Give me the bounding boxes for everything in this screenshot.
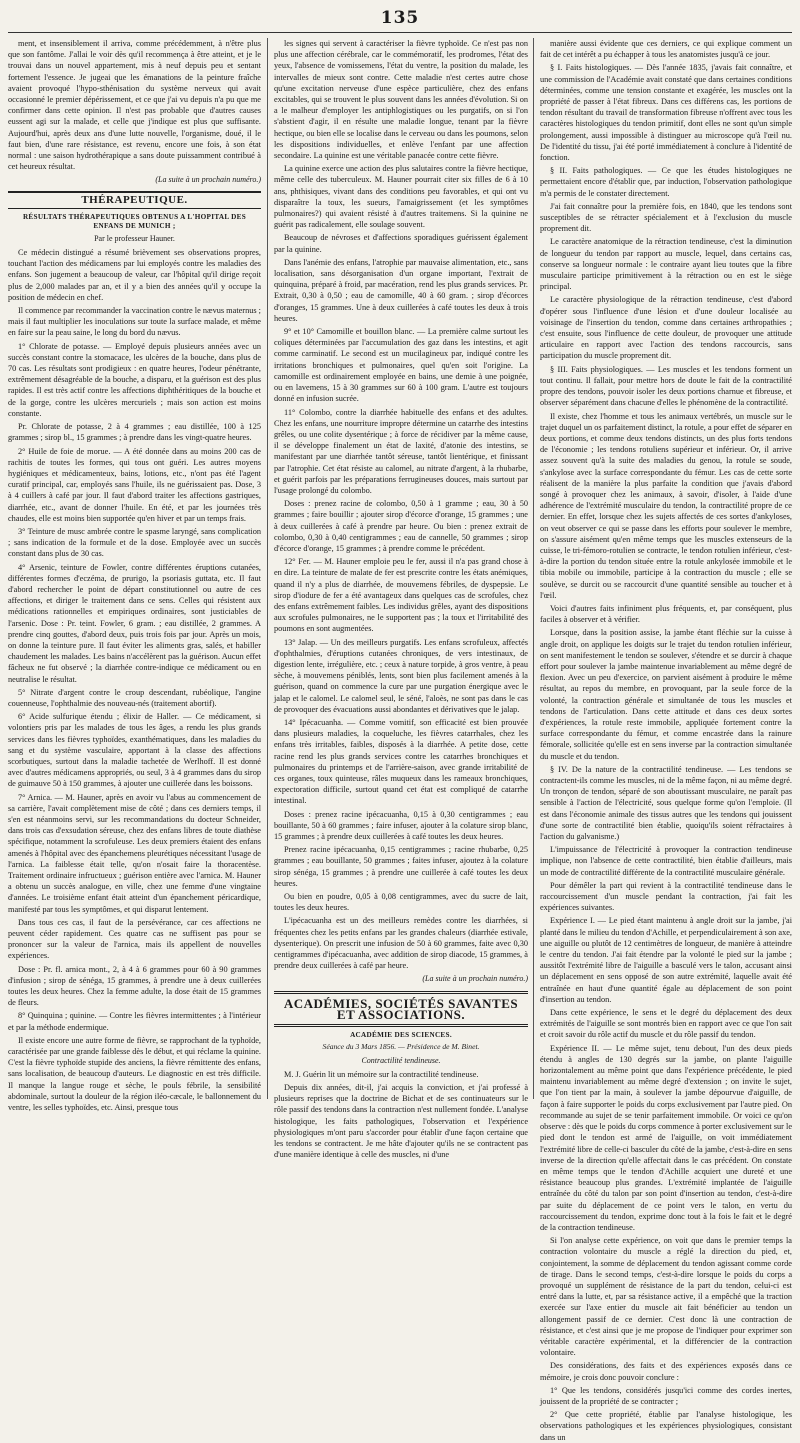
column-divider: [267, 38, 268, 1099]
header-rule: [8, 32, 792, 33]
paragraph: 7° Arnica. — M. Hauner, après en avoir vu l'abus au commencement de sa carrière, l'avait complètement mise de côté ; dans ces derniers temps, il s'en est néanmoins servi, sur les recommandations du docteur Schneider, dans trois cas d'exsudation séreuse, chez des enfans libres de toute diathèse spécifique, notamment la scrofuleuse. Les deux premiers étaient des enfans amenés à l'hôpital avec des épanchemens pleurétiques nécessitant l'usage de l'arnica. La faiblesse était telle, qu'on n'osait faire la thoracentèse. Traitement ordinaire infructueux ; guérison entière avec l'arnica. M. Hauner a obtenu un succès analogue, en ville, chez une femme d'une vingtaine d'années. Le troisième enfant était atteint d'un épanchement péricardique, manifesté par tous les symptômes, et qui disparut lentement.: [8, 792, 261, 914]
paragraph: Pour démêler la part qui revient à la contractilité tendineuse dans le raccourcissement d'un muscle pendant la contraction, j'ai fait les expériences suivantes.: [540, 880, 792, 913]
memoir-body-continued: [540, 38, 792, 1443]
page-number: 135: [380, 8, 420, 28]
paragraph: § II. Faits pathologiques. — Ce que les études histologiques ne permettaient encore d'établir que, par induction, l'observation pathologique m'a permis de le constater directement.: [540, 166, 792, 198]
paragraph: Des considérations, des faits et des expériences exposés dans ce mémoire, je crois donc pouvoir conclure :: [540, 1361, 792, 1382]
paragraph: L'impuissance de l'électricité à provoquer la contraction tendineuse implique, non l'absence de cette contractilité, bien établie d'ailleurs, mais un mode de contractilité différente de la contractilité musculaire générale.: [540, 845, 792, 877]
session-info: Séance du 3 Mars 1856. — Présidence de M. Binet.: [322, 1041, 480, 1051]
paragraph: 11° Colombo, contre la diarrhée habituelle des enfans et des adultes. Chez les enfans, une nourriture impropre détermine un catarrhe des intestins grêles, ou une colite dysentérique ; à force de récidiver par la même cause, il se développe finalement un état de laxité, d'atonie des intestins, se manifestant par une diarrhée tantôt séreuse, tantôt lientérique, et finissant par l'atrophie. Cet état résiste au calomel, au nitrate d'argent, à la rhubarbe, et guérit parfois par les préparations ferrugineuses douces, mais surtout par l'usage prolongé du colombo.: [274, 407, 528, 495]
topic-title: Contractilité tendineuse.: [361, 1055, 441, 1065]
article-title: RÉSULTATS THÉRAPEUTIQUES OBTENUS A L'HOPITAL DES ENFANS DE MUNICH ;: [22, 212, 247, 231]
paragraph: 5° Nitrate d'argent contre le croup descendant, rubéolique, l'angine couenneuse, l'ophthalmie des nouveau-nés (traitement abortif).: [8, 687, 261, 708]
section-title-academies: ACADÉMIES, SOCIÉTÉS SAVANTES ET ASSOCIATIONS.: [274, 991, 528, 1027]
paragraph: 3° Teinture de musc ambrée contre le spasme laryngé, sans complication ; sans indication de la formule et de la dose. Employée avec un succès constant dans plus de 30 cas.: [8, 526, 261, 559]
article-body-continued: [274, 38, 528, 971]
paragraph: 2° Huile de foie de morue. — A été donnée dans au moins 200 cas de rachitis de toutes les formes, qui tous ont guéri. Les autres moyens hygiéniques et médicamenteux, bains, lotions, etc., n'ont pas été l'agent curatif principal, car, employés sans l'huile, ils ne guérissaient pas. Dose, 3 à 4 cuillers à café par jour. Il faut d'abord traiter les affections gastriques, diarrhée, etc., avant de donner l'huile. En été, et par les journées très chaudes, elle est moins bien supportée qu'en hiver et par un temps frais.: [8, 446, 261, 523]
column-left: [8, 38, 261, 1113]
column-divider: [533, 38, 534, 1099]
paragraph: Le caractère physiologique de la rétraction tendineuse, c'est d'abord d'opérer sous l'influence d'une lésion et d'une douleur localisée au voisinage de l'insertion du tendon, comme dans certaines arthropathies ; c'est ensuite, sous l'influence de cette douleur, de provoquer une attitude articulaire en rapport avec l'action des tendons raccourcis, sans participation du muscle proprement dit.: [540, 295, 792, 361]
section-title-therapeutique: THÉRAPEUTIQUE.: [8, 191, 261, 209]
paragraph: Il commence par recommander la vaccination contre le nævus maternus ; mais il faut multiplier les inoculations sur toute la surface malade, et même en faire sur la peau saine, le long du bord du nævus.: [8, 306, 261, 338]
paragraph: Dans cette expérience, le sens et le degré du déplacement des deux extrémités de l'aiguille se sont montrés bien en rapport avec ce que l'on sait et croit savoir du rôle actif du muscle et du rôle passif du tendon.: [540, 1008, 792, 1040]
paragraph: Beaucoup de névroses et d'affections sporadiques guérissent également par la quinine.: [274, 233, 528, 254]
paragraph: M. J. Guérin lit un mémoire sur la contractilité tendineuse.: [284, 1069, 479, 1079]
article-byline: Par le professeur Hauner.: [94, 233, 175, 243]
paragraph: manière aussi évidente que ces derniers, ce qui explique comment un fait de cet intérêt a pu échapper à tous les anatomistes jusqu'à ce jour.: [540, 39, 792, 60]
paragraph: 4° Arsenic, teinture de Fowler, contre différentes éruptions cutanées, différentes formes d'eczéma, de prurigo, la psoriasis guttata, etc. Il faut d'abord rechercher le point de départ constitutionnel ou autre de ces affections, et diriger le traitement dans ce sens. Celles qui résistent aux médications rationnelles et empiriques ordinaires, sont justiciables de l'arsenic. Dose : Pr. teint. Fowler, 6 gram. ; eau distillée, 2 grammes. A prendre cinq gouttes, d'abord deux, puis trois fois par jour. Après un mois, on donne la teinture pure. Il faut éviter les aliments gras, salés, et habiller chaudement les malades. Les bains n'accélèrent pas la guérison. Aucun effet fâcheux ne fut observé ; la diarrhée contre-indique ce médicament ou en neutralise le résultat.: [8, 562, 261, 684]
paragraph: La quinine exerce une action des plus salutaires contre la fièvre hectique, même celle des tuberculeux. M. Hauner pourrait citer six filles de 6 à 10 ans, phthisiques, vivant dans des conditions peu favorables, et qui ont vu disparaître la toux, les sueurs, l'amaigrissement (et les symptômes pulmonaires?) qui avaient résisté à d'autres traitemens. Si la quinine ne guérit pas radicalement, elle soulage souvent.: [274, 164, 528, 230]
paragraph: J'ai fait connaître pour la première fois, en 1840, que les tendons sont susceptibles de se rétracter spécialement et à l'exclusion du muscle proprement dit.: [540, 201, 792, 234]
paragraph: Pr. Chlorate de potasse, 2 à 4 grammes ; eau distillée, 100 à 125 grammes ; sirop bl., 15 grammes ; à prendre dans les vingt-quatre heures.: [8, 422, 261, 443]
paragraph: Doses : prenez racine ipécacuanha, 0,15 à 0,30 centigrammes ; eau bouillante, 50 à 60 grammes ; faire infuser, ajouter à la colature sirop blanc, 15 grammes ; à prendre deux cuillerées à café toutes les deux heures.: [274, 809, 528, 842]
paragraph: 9° et 10° Camomille et bouillon blanc. — La première calme surtout les coliques déterminées par l'accumulation des gaz dans les intestins, et agit comme carminatif. Le second est un mucilagineux par, indiqué contre les irritations bronchiques et pulmonaires, quel qu'en soit l'origine. La camomille est ordinairement employée en bains, une demie à une poignée, ou en lavemens, 15 à 30 grammes sur 60 à 100 gram. L'autre est toujours donné en infusion sucrée.: [274, 327, 528, 404]
article-body: [8, 247, 261, 1113]
continued-note: (La suite à un prochain numéro.): [422, 974, 528, 984]
paragraph: Il existe encore une autre forme de fièvre, se rapprochant de la typhoïde, caractérisée par une grande faiblesse dès le début, et qui réclame la quinine. C'est la fièvre typhoïde stupide des anciens, la fièvre rémittente des enfans, sans localisation, de beaucoup d'auteurs. Le diagnostic en est très difficile. Il manque la langue rouge et sèche, le pouls fébrile, la sensibilité abdominale, surtout la douleur de la région iléo-cæcale, le ballonnement du ventre, les selles typhoïdes, etc. Ainsi, presque tous: [8, 1035, 261, 1113]
paragraph: Ou bien en poudre, 0,05 à 0,08 centigrammes, avec du sucre de lait, toutes les deux heures.: [274, 892, 528, 913]
paragraph: 13° Jalap. — Un des meilleurs purgatifs. Les enfans scrofuleux, affectés d'ophthalmies, d'éruptions cutanées chroniques, de vers intestinaux, de digestion lente, irrégulière, etc. ; ceux à nature torpide, à gros ventre, à peau sèche, à mouvemens péniblés, lents, sont bien plus facilement amenés à la guérison, quand on commence la cure par une purgation énergique avec le jalap et le calomel. Le calomel seul, le séné, l'aloès, ne sont pas dans le cas de provoquer des évacuations aussi abondantes et dérivatives que le jalap.: [274, 637, 528, 714]
paragraph: 1° Chlorate de potasse. — Employé depuis plusieurs années avec un succès constant contre la stomacace, les ulcères de la bouche, dans plus de 70 cas. Les résultats sont prodigieux : en quatre heures, l'odeur pénétrante, extrêmement désagréable de la bouche, a disparu, et la guérison est des plus rapides. Il est très actif contre les affections diphthéritiques de la bouche et de la gorge, contre les ulcères mercuriels ; mais son action est moins constante.: [8, 341, 261, 418]
memoir-body: [274, 1069, 528, 1161]
continued-note: (La suite à un prochain numéro.): [155, 175, 261, 185]
paragraph: 12° Fer. — M. Hauner emploie peu le fer, aussi il n'a pas grand chose à en dire. La teinture de malate de fer est prescrite contre les états anémiques, quand il n'y a plus de diarrhée, de mouvemens fébriles, de dyspepsie. Le sirop d'iodure de fer a été avantageux dans quelques cas de scrofules, chez des enfans extrêmement faibles. Les individus grêles, ayant des dispositions aux scrofules pulmonaires, ne le supportent pas ; la toux et l'irritabilité des poumons en sont augmentées.: [274, 557, 528, 634]
paragraph: 8° Quinquina ; quinine. — Contre les fièvres intermittentes ; à l'intérieur et par la méthode endermique.: [8, 1011, 261, 1032]
paragraph: Voici d'autres faits infiniment plus fréquents, et, par conséquent, plus faciles à observer et à vérifier.: [540, 603, 792, 625]
paragraph: Lorsque, dans la position assise, la jambe étant fléchie sur la cuisse à angle droit, on applique les doigts sur le trajet du tendon rotulien inférieur, on sent manifestement le tendon se soulever, s'étendre et se durcir à chaque effort pour soulever la jambe maintenue invariablement au même degré de flexion. Avec un peu d'exercice, on parvient aisément à produire le même résultat, au repos du membre, en provoquant, par la seule force de la volonté, la contraction générale et simultanée de tous les muscles et tendons de l'articulation. Dans cette attitude et dans ces deux sortes d'expériences, la rotule reste immobile, appliquée fortement contre la surface correspondante du fémur, et comme encastrée dans la rainure fémorale, sollicitée qu'elle est en sens inverse par la contraction simultanée du muscle et du tendon.: [540, 628, 792, 761]
paragraph: Si l'on analyse cette expérience, on voit que dans le premier temps la contraction volontaire du muscle a réglé la direction du pied, et, conjointement, la somme de déplacement du tendon agissant comme corde de tirage. Dans le second temps, c'est-à-dire lorsque le poids du corps a provoqué un supplément de résistance de la part du tendon, celui-ci est entré dans la lutte, et, par sa résistance active, il a empêché que la traction exercée sur l'axe entier du muscle ait fait bénéficier au tendon un allongement passif de ce dernier. C'est donc là une contraction de résistance, et c'est ainsi que je me propose de l'indiquer pour exprimer son véritable caractère expérimental, et la différencier de la contraction volontaire.: [540, 1236, 792, 1358]
paragraph: Il existe, chez l'homme et tous les animaux vertébrés, un muscle sur le trajet duquel un os parfaitement distinct, la rotule, a pour effet de séparer en deux portions, et comme deux tendons distincts, un des plus forts tendons de l'économie ; les tendons rotuliens supérieur et inférieur. Or, il arrive assez souvent qu'à la suite des maladies du genou, la rotule se soude, s'ankylose avec la surface correspondante du fémur. Les cas de cette sorte réalisent de la manière la plus parfaite la condition que j'avais d'abord songé à provoquer chez les animaux, à savoir, d'isoler, à l'aide d'une adhérence de l'extrémité musculaire du tendon, la contractilité propre de ce dernier. En effet, lorsque chez les sujets affectés de ces sortes d'ankyloses, on veut observer ce qui se passe dans les efforts pour soulever le membre, on s'assure aisément qu'en même temps que les muscles extenseurs de la cuisse, le tri-fémoro-rotulien se contracte, le tendon rotulien inférieur, c'est-à-dire la portion du tendon située entre la rotule ankylosée immobile et le tibia mobile ou immobile, participe à la contraction du muscle ; elle se soulève, se durcit ou se raccourcit d'une quantité sensible au toucher et à l'œil.: [540, 411, 792, 600]
paragraph: Dans tous ces cas, il faut de la persévérance, car ces affections ne peuvent céder rapidement. Ces quatre cas ne suffisent pas pour se prononcer sur la valeur de l'arnica, mais ils appellent de nouvelles expériences.: [8, 917, 261, 961]
subsection-title: ACADÉMIE DES SCIENCES.: [350, 1031, 452, 1040]
paragraph: Ce médecin distingué a résumé brièvement ses observations propres, touchant l'action des médicamens par lui employés contre les maladies des enfans. Son jugement a beaucoup de valeur, car l'hôpital qu'il dirige reçoit plus de 2,000 malades par an, et il y a bien des années qu'il y occupe la position de médecin en chef.: [8, 248, 261, 302]
paragraph: Prenez racine ipécacuanha, 0,15 centigrammes ; racine rhubarbe, 0,25 grammes ; eau bouillante, 50 grammes ; faites infuser, ajoutez à la colature sirop sénéga, 15 grammes ; à prendre une cuillerée à café toutes les deux heures.: [274, 845, 528, 888]
paragraph: 2° Que cette propriété, établie par l'analyse histologique, les observations pathologiques et les expériences physiologiques, consistant dans un: [540, 1410, 792, 1442]
paragraph: Le caractère anatomique de la rétraction tendineuse, c'est la diminution de longueur du tendon par rapport au muscle, lequel, dans certains cas, conserve sa longueur normale : le contraire ayant lieu toutes que la fibre musculaire participe primitivement à la rétraction ou en est le siège principal.: [540, 237, 792, 292]
paragraph: Expérience II. — Le même sujet, tenu debout, l'un des deux pieds étendu à angles de 130 degrés sur la jambe, on plante l'aiguille horizontalement au même point que dans l'expérience précédente, le pied maintenu invariablement au même degré d'extension ; on invite le sujet, que l'on tient par la main, à soulever la jambe dépourvue d'aiguille, de façon à faire supporter le poids du corps exclusivement par l'autre pied. On recommande au sujet de se tenir parfaitement immobile. Or voici ce qu'on observe : dès que le poids du corps commence à porter exclusivement sur le pied dont le tendon est armé de l'aiguille, on voit immédiatement l'extrémité libre de celle-ci basculer du côté de la jambe, c'est-à-dire en sens inverse de la direction qu'elle affectait dans le cas précédent. On constate en même temps que le tendon d'Achille acquiert une dureté et une résistance beaucoup plus grandes. L'extrémité implantée de l'aiguille entraînée du côté du talon par son point d'insertion au tendon, c'est-à-dire par suite du déplacement de ce point vers le talon, en vertu du raccourcissement du tendon, exprime donc tout à la fois le fait et le degré de la contraction tendineuse.: [540, 1043, 793, 1232]
paragraph: Dans l'anémie des enfans, l'atrophie par mauvaise alimentation, etc., sans localisation, sans désorganisation d'un organe important, l'extrait de quinquina, préparé à froid, par macération, rend les plus grands services. Pr. Extrait, 0,30 à 0,50 ; eau de camomille, 40 à 60 gram. ; sirop d'écorces d'oranges, 15 grammes. Une à deux cuillerées à café toutes les deux à trois heures.: [274, 257, 528, 323]
paragraph: § IV. De la nature de la contractilité tendineuse. — Les tendons se contractent-ils comme les muscles, ni de la même façon, ni au même degré. Un tronçon de tendon, séparé de son aboutissant musculaire, ne paraît pas sensible à l'action de l'électricité, sous quelque forme qu'on l'emploie. (Il est dans l'économie animale des tissus autres que les tendons qui jouissent d'une sorte de contractilité bien établie, quoiqu'ils soient réfractaires à l'action du galvanisme.): [540, 764, 792, 842]
paragraph: Expérience I. — Le pied étant maintenu à angle droit sur la jambe, j'ai planté dans le milieu du tendon d'Achille, et perpendiculairement à son axe, une aiguille ou plutôt de 12 centimètres de longueur, de manière à atteindre le centre du tendon. J'ai fait étendre par la volonté le pied sur la jambe ; aussitôt l'extrémité libre de l'aiguille a basculé vers le talon, accusant ainsi un déplacement en sens opposé de son autre extrémité, laquelle avait été entraînée en haut d'une quantité égale au déplacement de son point d'insertion au tendon.: [540, 916, 792, 1004]
paragraph: 6° Acide sulfurique étendu ; élixir de Haller. — Ce médicament, si volontiers pris par les malades de tous les âges, a rendu les plus grands services dans les fièvres typhoïdes, exanthématiques, dans les maladies du sang et du système vasculaire, apportant à la classe des affections scorbutiques, surtout dans la maladie tachetée de Werlhoff. Il est donné avec d'autres médicamens appropriés, ou seul, 3 à 4 grammes dans du sirop de guimauve 50 à 150 grammes, à ajouter une cuillerée dans les boissons.: [8, 712, 261, 789]
paragraph: Depuis dix années, dit-il, j'ai acquis la conviction, et j'ai professé à plusieurs reprises que la doctrine de Bichat et de ses continuateurs sur le rôle passif des tendons dans la contraction n'est nullement fondée. L'analyse histologique, les faits pathologiques, l'observation et l'expérience physiologiques m'ont paru s'accorder pour établir d'une façon certaine que les tendons se contractent. Je me hâte d'ajouter qu'ils ne se contractent pas d'une manière identique à celle des muscles, ni d'une: [274, 1082, 528, 1160]
paragraph: § I. Faits histologiques. — Dès l'année 1835, j'avais fait connaître, et une commission de l'Académie avait constaté que dans certaines conditions déterminées, comme une tension constante et exagérée, les muscles ont la propriété de passer à l'état fibreux. Dans ces différens cas, les portions de tendon résultant du travail de transformation fibreuse n'offrent avec tous les caractères histologiques du tendon primitif, dont elles ne sont qu'un simple prolongement, aussi impossible à distinguer au microscope qu'à l'œil nu. De l'identité du tissu, j'ai été porté immédiatement à conclure à l'identité de fonction.: [540, 63, 792, 163]
paragraph: Doses : prenez racine de colombo, 0,50 à 1 gramme ; eau, 30 à 50 grammes ; faire bouillir ; ajouter sirop d'écorce d'orange, 15 grammes ; une à deux cuillerées à café à prendre par heure. Ou bien : prenez extrait de colombo, 0,30 à 0,40 centigrammes ; eau de cannelle, 50 grammes ; sirop d'écorce d'orange, 15 grammes ; à prendre comme le précédent.: [274, 499, 528, 553]
paragraph: les signes qui servent à caractériser la fièvre typhoïde. Ce n'est pas non plus une affection cérébrale, car le commémoratif, les prodromes, l'état des yeux, l'absence de vomissemens, l'état du ventre, la position du malade, les intervalles de mieux sont contre. Cette maladie n'est certes autre chose qu'une excitation nerveuse d'une espèce particulière, chez des enfans excitables, qui se trouvent le plus souvent dans les années d'évolution. Si on a le malheur d'employer les antiphlogistiques ou les purgatifs, on si l'on s'abstient d'agir, il en résulte une maladie longue, tenant par la fièvre hectique, ou bien elle se localise dans le cerveau ou dans les poumons, selon les dispositions individuelles, et enlève l'enfant par une affection secondaire. La quinine est une véritable panacée contre cette fièvre.: [274, 39, 528, 161]
paragraph: § III. Faits physiologiques. — Les muscles et les tendons forment un tout continu. Il fallait, pour mettre hors de doute le fait de la contractilité propre des tendons, pouvoir isoler les deux portions charnue et fibreuse, et observer séparément dans chacune d'elles le phénomène de la contractilité.: [540, 364, 792, 408]
paragraph: L'ipécacuanha est un des meilleurs remèdes contre les diarrhées, si fréquentes chez les petits enfans par les grandes chaleurs (diarrhée estivale, dysenterique). On prescrit une infusion de 50 à 60 grammes, faite avec 0,30 centigrammes d'ipécacuanha, avec addition de sirop diacode, 15 grammes, à prendre deux cuillerées à café par heure.: [274, 916, 528, 971]
intro-paragraph: ment, et insensiblement il arriva, comme précédemment, à n'être plus que son fantôme. J'allai le voir dès qu'il recommença à être atteint, et je le trouvai dans un nouvel appartement, mis à neuf depuis peu et sentant fortement l'essence. Je jugeai que les émanations de la peinture fraîche avaient provoqué l'hypo-sthénisation du système nerveux qui avait occasionné le premier dépérissement, et ce que j'ai vu depuis n'a pu que me confirmer dans cette opinion. Il n'est pas probable que d'autres causes eussent agi sur la malade, et celle que j'indique est plus que suffisante. Aujourd'hui, après deux ans d'une lutte nouvelle, l'organisme, doué, il le faut bien, d'une rare résistance, est revenu, encore une fois, à son état normal : une saison hydrothérapique a sans doute puissamment contribué à cet heureux résultat.: [8, 39, 261, 172]
paragraph: Dose : Pr. fl. arnica mont., 2, à 4 à 6 grammes pour 60 à 90 grammes d'infusion ; sirop de sénéga, 15 grammes, à prendre une à deux cuillerées toutes les deux heures. Chez la femme adulte, la dose était de 15 grammes de fleurs.: [8, 964, 261, 1008]
column-middle: [274, 38, 528, 1160]
paragraph: 14° Ipécacuanha. — Comme vomitif, son efficacité est bien prouvée dans plusieurs maladies, la coqueluche, les fièvres catarrhales, chez les enfans très irritables, faibles, disposés à la diarrhée. A petite dose, cette racine rend les plus grands services contre les catarrhes bronchiques et pulmonaires du printemps et de l'arrière-saison, avec grande irritabilité de ces organes, toux quinteuse, râles muqueux dans les rameaux bronchiques, expectoration difficile, surtout quand cet état est compliqué de catarrhe intestinal.: [274, 717, 528, 806]
column-right: [540, 38, 793, 1442]
paragraph: 1° Que les tendons, considérés jusqu'ici comme des cordes inertes, jouissent de la propriété de se contracter ;: [540, 1385, 792, 1406]
